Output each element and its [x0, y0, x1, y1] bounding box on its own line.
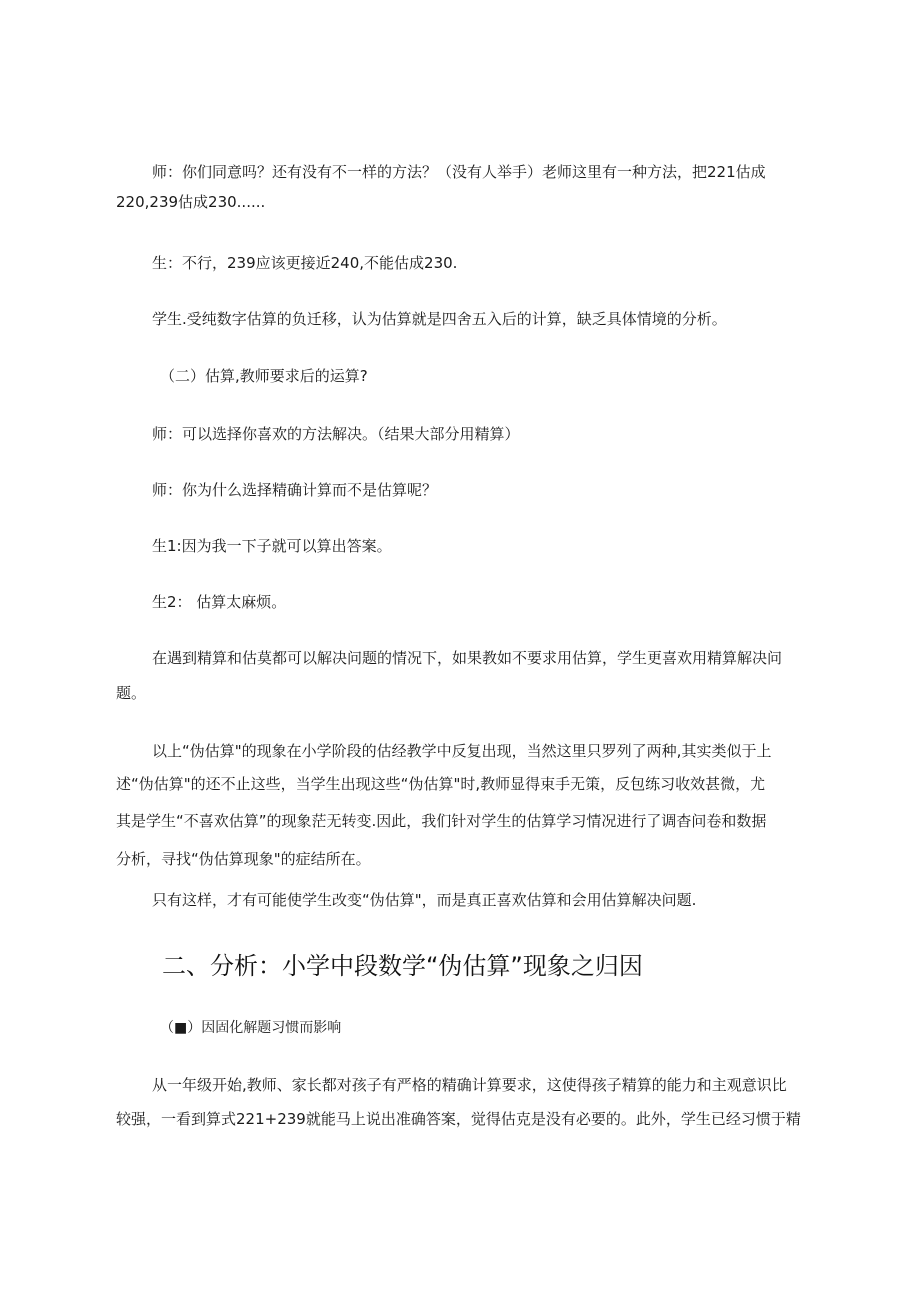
- paragraph-observation-line2: 题。: [116, 684, 147, 702]
- paragraph-teacher-choose: 师：可以选择你喜欢的方法解决。（结果大部分用精算）: [152, 425, 520, 443]
- section-heading: 二、分析：小学中段数学“伪估算”现象之归因: [162, 952, 643, 980]
- paragraph-closing-line2: 较强，一看到算式221+239就能马上说出准确答案，觉得估克是没有必要的。此外，学生已经习惯于精: [116, 1110, 801, 1128]
- paragraph-summary-line2: 述“伪估算"的还不止这些，当学生出现这些“伪估算"时,教师显得束手无策，反包练习收效甚微，尤: [116, 775, 766, 793]
- subsection-heading: （■）因固化解题习惯而影响: [160, 1020, 342, 1036]
- paragraph-summary-line1: 以上“伪估算"的现象在小学阶段的估经教学中反复出现，当然这里只罗列了两种,其实类似于上: [152, 742, 772, 760]
- paragraph-teacher-why: 师：你为什么选择精确计算而不是估算呢？: [152, 481, 438, 499]
- paragraph-teacher-question-line2: 220,239估成230......: [116, 193, 266, 211]
- paragraph-teacher-question-line1: 师：你们同意吗？还有没有不一样的方法？（没有人举手）老师这里有一种方法，把221估成: [152, 163, 766, 181]
- paragraph-summary-line4: 分析，寻找“伪估算现象"的症结所在。: [116, 850, 371, 868]
- paragraph-summary-line3: 其是学生“不喜欢估算”的现象茫无转变.因此，我们针对学生的估算学习情况进行了调杳问卷和数据: [116, 812, 767, 830]
- paragraph-observation-line1: 在遇到精算和估莫都可以解决问题的情况下，如果教如不要求用估算，学生更喜欢用精算解决问: [152, 649, 783, 667]
- paragraph-student2: 生2： 估算太麻烦。: [152, 593, 287, 611]
- paragraph-analysis-note: 学生.受纯数字估算的负迁移，认为估算就是四舍五入后的计算，缺乏具体情境的分析。: [152, 310, 727, 328]
- paragraph-student-reply: 生：不行，239应该更接近240,不能估成230.: [152, 254, 458, 272]
- paragraph-conclusion: 只有这样，才有可能使学生改变“伪估算"，而是真正喜欢估算和会用估算解决问题.: [152, 891, 697, 909]
- paragraph-closing-line1: 从一年级开始,教师、家长都对孩子有严格的精确计算要求，这使得孩子精算的能力和主观意识比: [152, 1076, 787, 1094]
- paragraph-student1: 生1:因为我一下子就可以算出答案。: [152, 537, 392, 555]
- paragraph-section-two: （二）估算,教师要求后的运算?: [160, 367, 368, 385]
